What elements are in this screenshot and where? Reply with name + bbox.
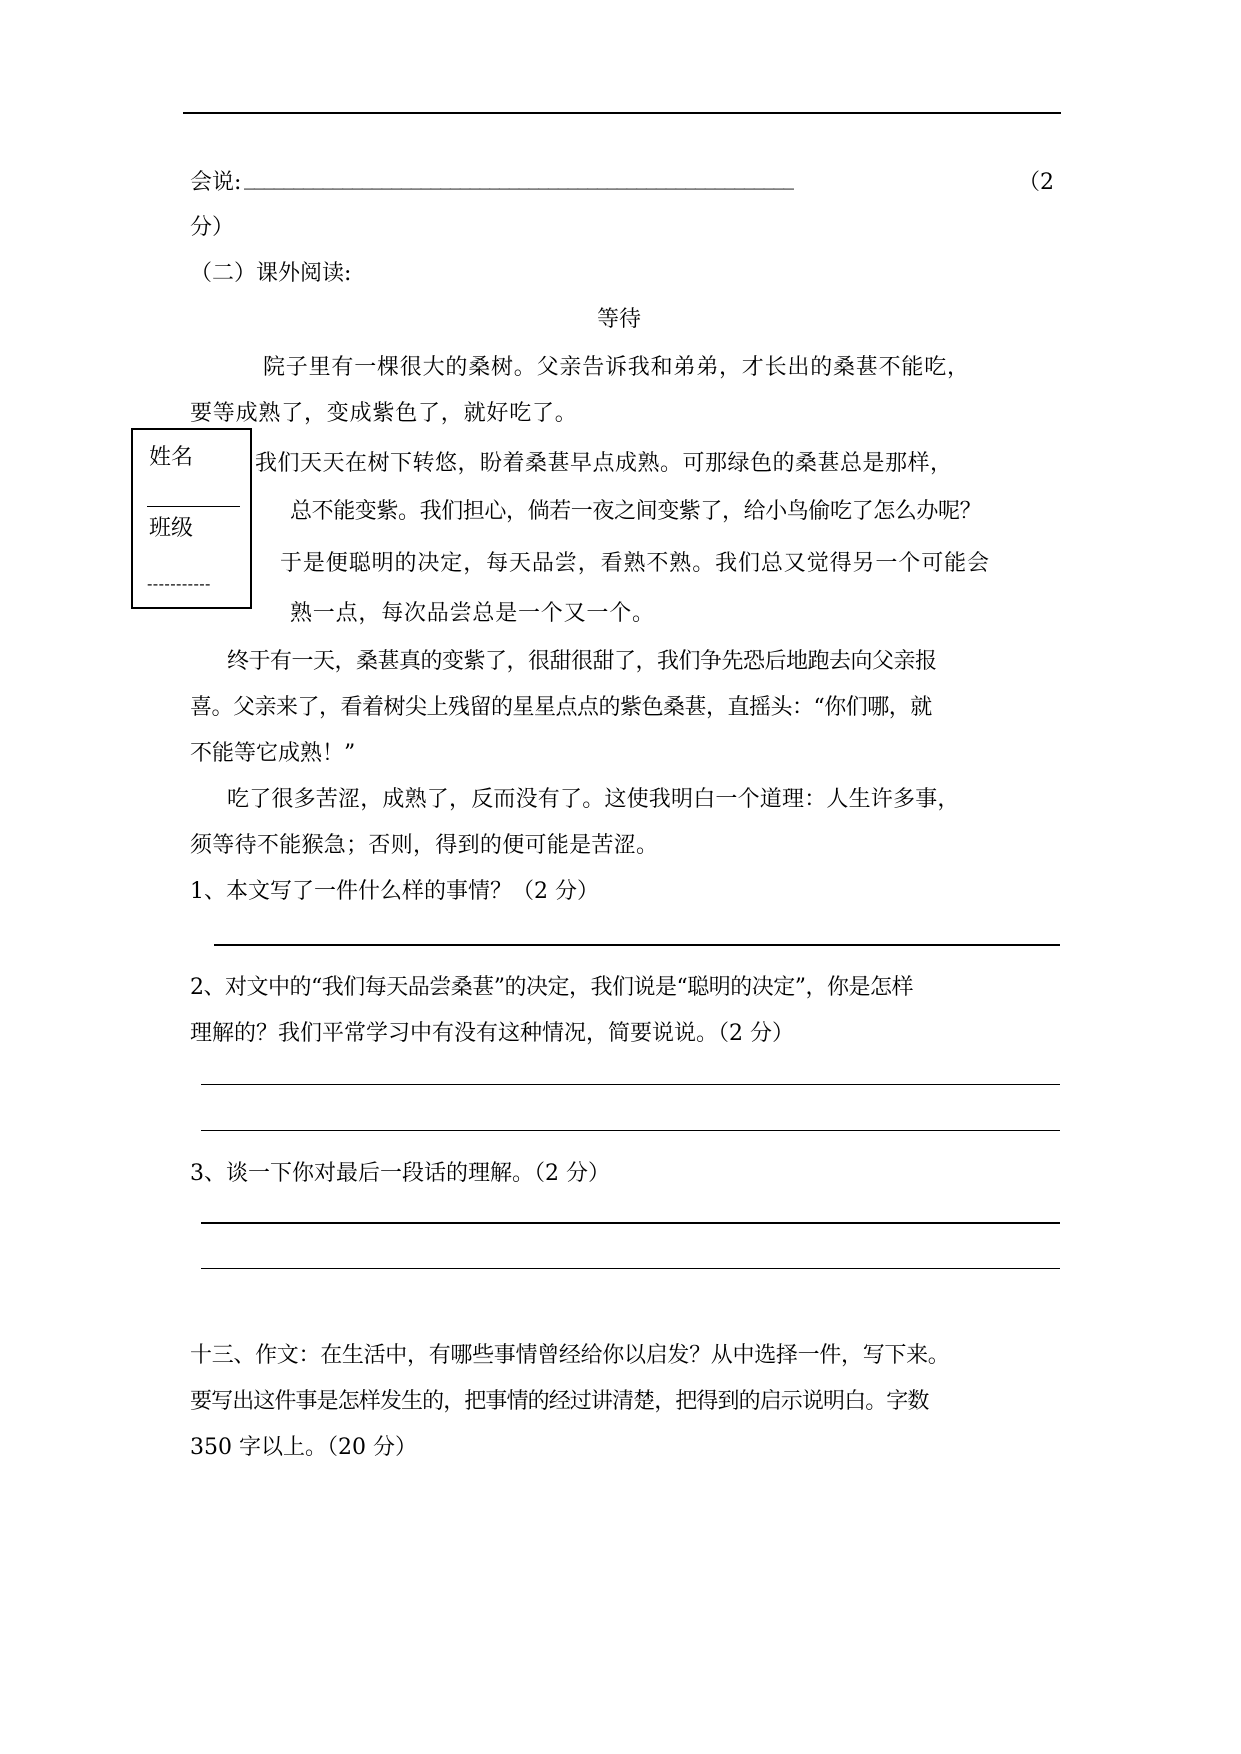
name-label: 姓名 [149,445,194,470]
section-heading: （二）课外阅读: [190,261,352,286]
passage-p1-line2: 要等成熟了，变成紫色了，就好吃了。 [190,401,578,426]
q2-answer-line-1[interactable] [201,1084,1060,1085]
passage-p2-line1: 我们天天在树下转悠，盼着桑葚早点成熟。可那绿色的桑葚总是那样， [255,451,953,476]
passage-p3-line1: 终于有一天，桑葚真的变紫了，很甜很甜了，我们争先恐后地跑去向父亲报 [227,649,937,674]
essay-prompt-line1: 十三、作文：在生活中，有哪些事情曾经给你以启发？从中选择一件，写下来。 [190,1343,950,1368]
q1-answer-line[interactable] [214,944,1060,946]
question-1: 1、本文写了一件什么样的事情？（2 分） [190,879,599,904]
passage-p2-line2: 总不能变紫。我们担心，倘若一夜之间变紫了，给小鸟偷吃了怎么办呢？ [290,499,982,524]
essay-prompt-line3: 350 字以上。（20 分） [190,1435,417,1460]
q2-answer-line-2[interactable] [201,1130,1060,1131]
points-open: （2 [1018,170,1054,195]
student-info-box [131,428,252,609]
passage-p2-line3: 于是便聪明的决定，每天品尝，看熟不熟。我们总又觉得另一个可能会 [280,551,990,576]
class-blank-dashes[interactable]: ----------- [147,574,211,593]
passage-p1-line1: 院子里有一棵很大的桑树。父亲告诉我和弟弟，才长出的桑葚不能吃， [263,355,970,380]
essay-prompt-line2: 要写出这件事是怎样发生的，把事情的经过讲清楚，把得到的启示说明白。字数 [190,1389,929,1414]
question-2-line1: 2、对文中的“我们每天品尝桑葚”的决定，我们说是“聪明的决定”，你是怎样 [190,975,913,1000]
passage-p4-line1: 吃了很多苦涩，成熟了，反而没有了。这使我明白一个道理：人生许多事， [227,787,960,812]
passage-p3-line3: 不能等它成熟！” [190,741,356,766]
points-close: 分） [190,215,235,240]
question-3: 3、谈一下你对最后一段话的理解。（2 分） [190,1161,610,1186]
passage-title: 等待 [597,307,642,332]
passage-p2-line4: 熟一点，每次品尝总是一个又一个。 [290,601,655,626]
name-blank-line[interactable] [147,506,240,507]
q3-answer-line-2[interactable] [201,1268,1060,1269]
class-label: 班级 [149,516,194,541]
q3-answer-line-1[interactable] [201,1222,1060,1224]
answer-label: 会说: [190,170,242,195]
passage-p4-line2: 须等待不能猴急；否则，得到的便可能是苦涩。 [190,833,659,858]
header-rule [183,112,1061,114]
passage-p3-line2: 喜。父亲来了，看着树尖上残留的星星点点的紫色桑葚，直摇头：“你们哪，就 [190,695,932,720]
answer-blank: ________________________________________________________ [244,165,793,190]
question-2-line2: 理解的？我们平常学习中有没有这种情况，简要说说。（2 分） [190,1021,794,1046]
